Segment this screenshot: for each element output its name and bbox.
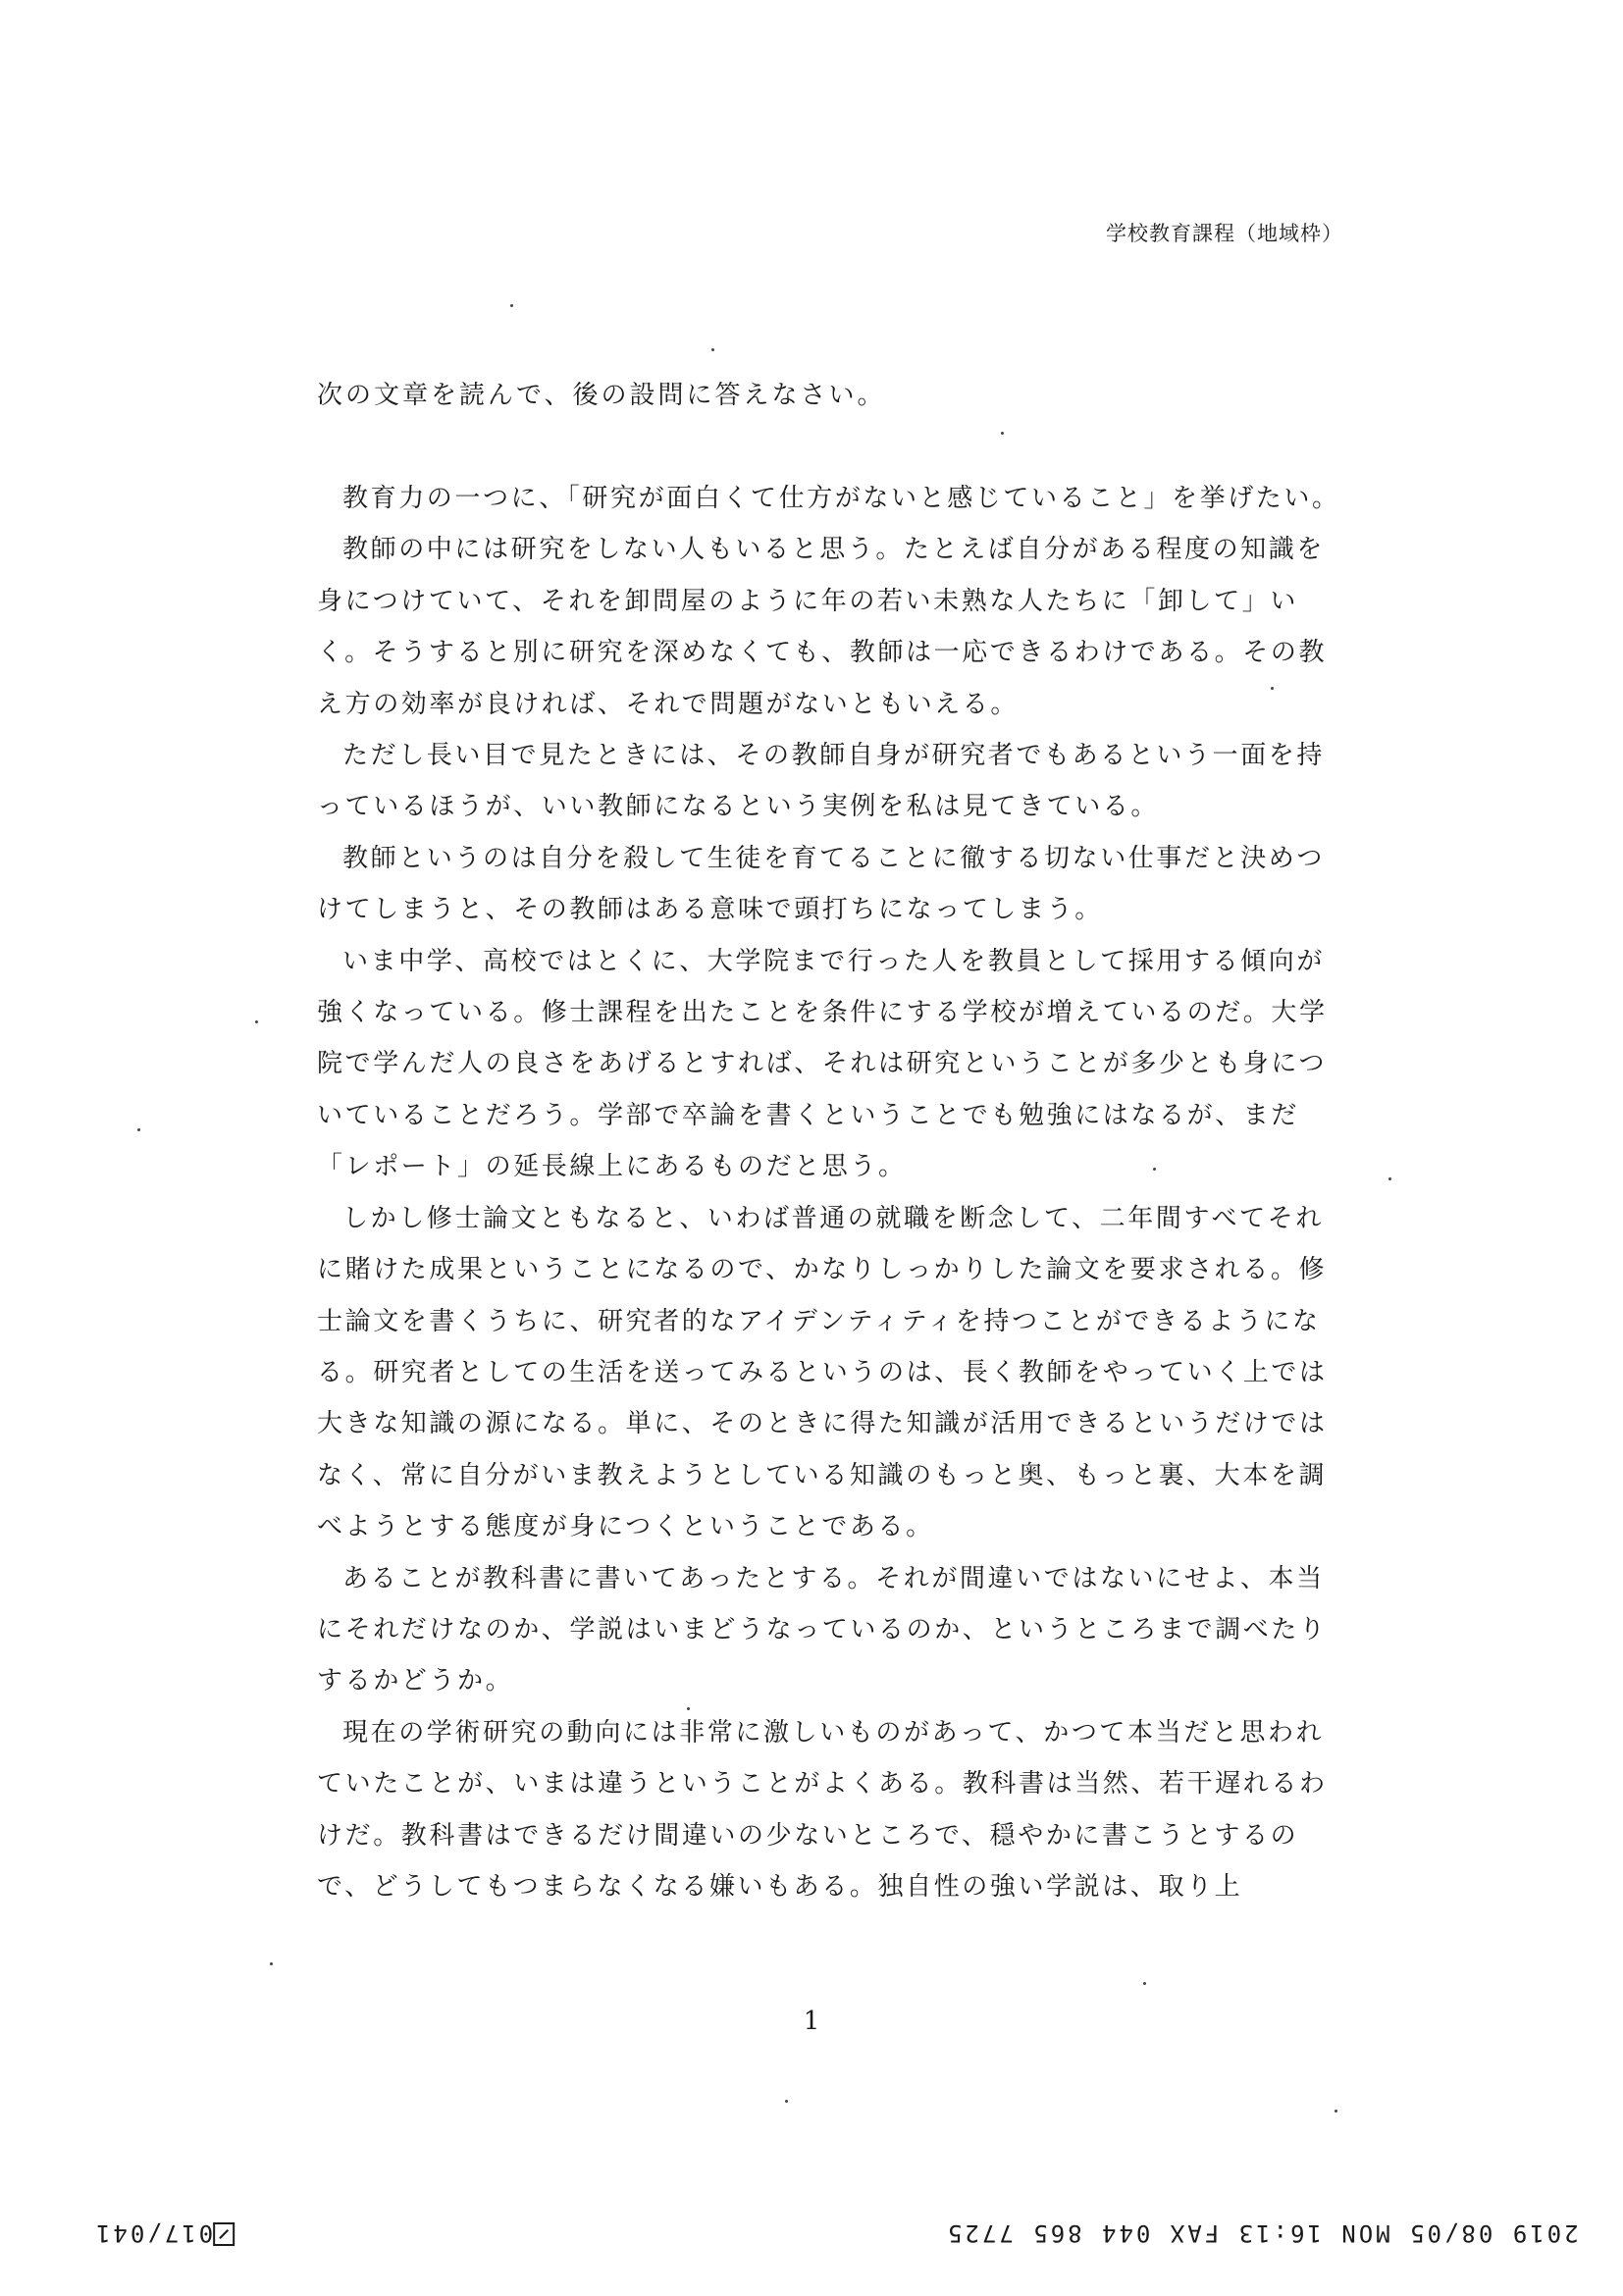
scan-speck — [270, 1962, 273, 1965]
page-number: 1 — [803, 2007, 820, 2036]
scan-speck — [255, 1020, 258, 1023]
scan-speck — [785, 2100, 788, 2103]
scan-speck — [510, 304, 513, 307]
scan-speck — [1001, 432, 1004, 435]
passage-body — [317, 473, 1347, 1912]
fax-page-counter — [93, 2219, 238, 2247]
passage-paragraph-6: しかし修士論文ともなると、いわば普通の就職を断念して、二年間すべてそれに賭けた成果ということになるので、かなりしっかりした論文を要求される。修士論文を書くうちに、研究者的なアイデンティティを持つことができるようになる。研究者としての生活を送ってみるというのは、長く教師をやっていく上では大きな知識の源になる。単に、そのときに得た知識が活用できるというだけではなく、常に自分がいま教えようとしている知識のもっと奥、もっと裏、大本を調べようとする態度が身につくということである。 — [317, 1203, 1328, 1542]
passage-paragraph-8: 現在の学術研究の動向には非常に激しいものがあって、かつて本当だと思われていたことが、いまは違うということがよくある。教科書は当然、若干遅れるわけだ。教科書はできるだけ間違いの少ないところで、穏やかに書こうとするので、どうしてもつまらなくなる嫌いもある。独自性の強い学説は、取り上 — [317, 1717, 1328, 1902]
scan-speck — [1388, 1177, 1391, 1180]
exam-section-label: 学校教育課程（地域枠） — [1106, 222, 1343, 245]
fax-check-icon — [213, 2222, 235, 2246]
fax-transmission-header: 2019 08/05 MON 16:13 FAX 044 865 7725 — [945, 2219, 1579, 2247]
scan-speck — [1271, 687, 1274, 690]
passage-paragraph-5: いま中学、高校ではとくに、大学院まで行った人を教員として採用する傾向が強くなっている。修士課程を出たことを条件にする学校が増えているのだ。大学院で学んだ人の良さをあげるとすれば、それは研究ということが多少とも身についていることだろう。学部で卒論を書くということでも勉強にはなるが、まだ「レポート」の延長線上にあるものだと思う。 — [317, 946, 1328, 1182]
fax-page-count: 017/041 — [93, 2219, 214, 2247]
passage-paragraph-1: 教育力の一つに、「研究が面白くて仕方がないと感じていること」を挙げたい。 — [342, 484, 1340, 513]
scan-speck — [1335, 2110, 1337, 2113]
scan-speck — [137, 1128, 140, 1131]
passage-paragraph-4: 教師というのは自分を殺して生徒を育てることに徹する切ない仕事だと決めつけてしまうと、その教師はある意味で頭打ちになってしまう。 — [317, 843, 1326, 925]
scan-speck — [711, 348, 714, 351]
scan-speck — [1143, 1982, 1146, 1985]
passage-paragraph-3: ただし長い目で見たときには、その教師自身が研究者でもあるという一面を持っているほうが、いい教師になるという実例を私は見てきている。 — [317, 741, 1326, 822]
scan-speck — [1153, 1168, 1156, 1171]
passage-paragraph-2: 教師の中には研究をしない人もいると思う。たとえば自分がある程度の知識を身につけていて、それを卸問屋のように年の若い未熟な人たちに「卸して」いく。そうすると別に研究を深めなくても、教師は一応できるわけである。その教え方の効率が良ければ、それで問題がないともいえる。 — [317, 535, 1328, 719]
passage-paragraph-7: あることが教科書に書いてあったとする。それが間違いではないにせよ、本当にそれだけなのか、学説はいまどうなっているのか、というところまで調べたりするかどうか。 — [317, 1563, 1328, 1696]
exam-instruction: 次の文章を読んで、後の設問に答えなさい。 — [317, 381, 886, 410]
scan-speck — [687, 1707, 690, 1710]
